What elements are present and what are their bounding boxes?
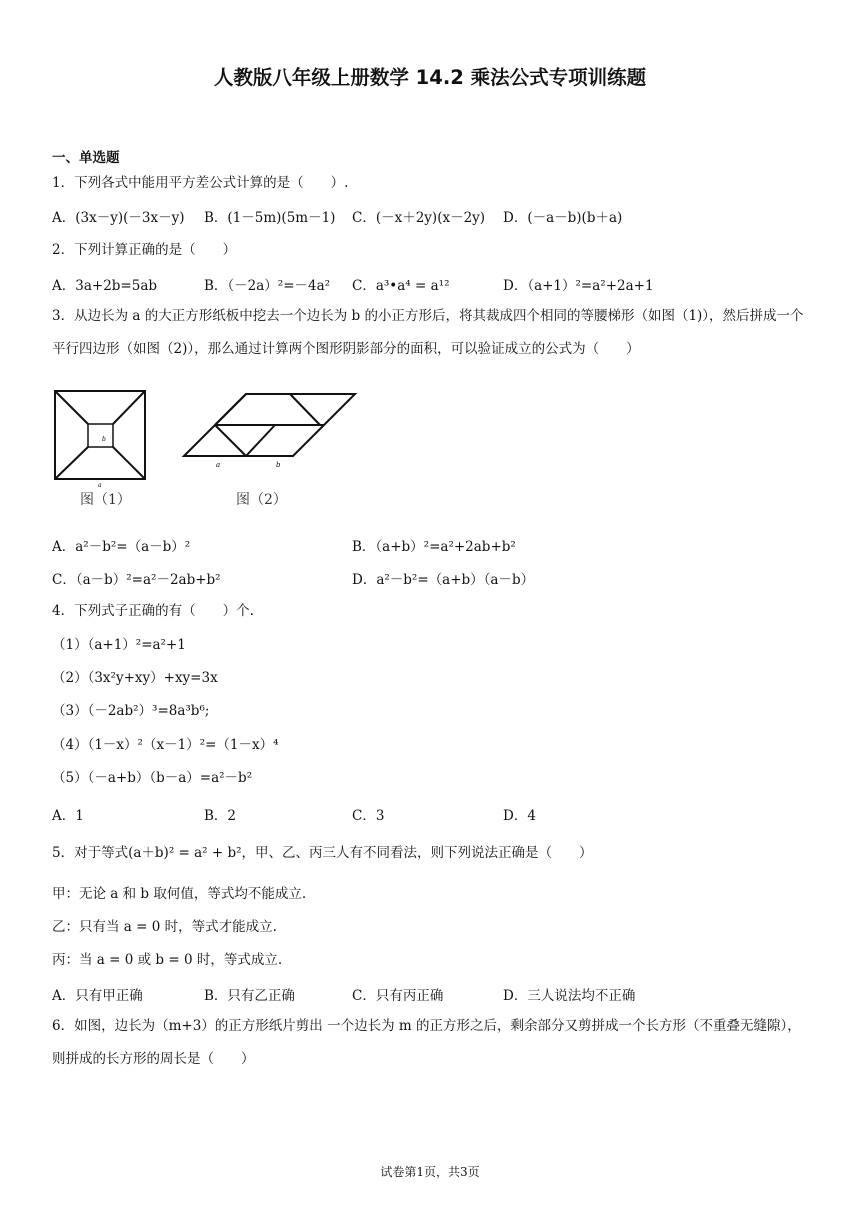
q3-figures (50, 386, 360, 514)
q4-option-c: C．3 (352, 808, 385, 824)
q1-option-d: D．(－a－b)(b＋a) (503, 210, 623, 226)
q4-item: （2）（3x²y+xy）+xy=3x (52, 670, 218, 686)
q4-option-a: A．1 (52, 808, 84, 824)
q2-option-d: D．（a+1）²=a²+2a+1 (503, 278, 654, 294)
q3-option-a: A．a²－b²=（a－b）² (52, 539, 191, 555)
q1-stem: 1．下列各式中能用平方差公式计算的是（ ）. (52, 175, 349, 191)
figure-1-caption: 图（1） (80, 492, 131, 508)
q5-option-b: B．只有乙正确 (204, 988, 295, 1004)
figure-1-square-diagram (55, 391, 145, 479)
q5-statement-jia: 甲：无论 a 和 b 取何值，等式均不能成立. (52, 886, 307, 902)
q3-option-c: C．（a－b）²=a²－2ab+b² (52, 572, 221, 588)
q6-stem: 6．如图，边长为（m+3）的正方形纸片剪出 一个边长为 m 的正方形之后，剩余部分又剪拼成一个长方形（不重叠无缝隙），则拼成的长方形的周长是（ ） (52, 1018, 801, 1067)
q5-statement-yi: 乙：只有当 a = 0 时，等式才能成立. (52, 919, 277, 935)
q2-option-c: C．a³•a⁴ = a¹² (352, 278, 450, 294)
section-heading: 一、单选题 (52, 150, 120, 166)
q1-option-c: C．(－x＋2y)(x－2y) (352, 210, 486, 226)
q5-option-d: D．三人说法均不正确 (503, 988, 636, 1004)
figure-2-parallelogram-diagram (184, 394, 355, 456)
q4-item: （1）（a+1）²=a²+1 (52, 637, 186, 653)
q4-item: （3）（－2ab²）³=8a³b⁶; (52, 703, 210, 719)
q2-option-b: B．（－2a）²=－4a² (204, 278, 331, 294)
q4-option-b: B．2 (204, 808, 237, 824)
document-title: 人教版八年级上册数学 14.2 乘法公式专项训练题 (213, 66, 647, 89)
fig1-a-label: a (98, 482, 102, 489)
fig2-a-label: a (216, 461, 221, 469)
q5-option-c: C．只有丙正确 (352, 988, 444, 1004)
q4-option-d: D．4 (503, 808, 536, 824)
fig1-b-label: b (102, 436, 106, 443)
q5-stem: 5．对于等式(a＋b)² = a² + b²，甲、乙、丙三人有不同看法，则下列说法正确是（ ） (52, 845, 593, 861)
q1-option-a: A．(3x－y)(－3x－y) (52, 210, 185, 226)
q3-stem: 3．从边长为 a 的大正方形纸板中挖去一个边长为 b 的小正方形后，将其裁成四个相同的等腰梯形（如图（1)），然后拼成一个平行四边形（如图（2)），那么通过计算两个图形阴影部分的面积，可以验证成立的公式为（ ） (52, 308, 804, 357)
q2-option-a: A．3a+2b=5ab (52, 278, 158, 294)
q3-option-d: D．a²－b²=（a+b）（a－b） (352, 572, 535, 588)
q5-option-a: A．只有甲正确 (52, 988, 143, 1004)
page-footer: 试卷第1页，共3页 (380, 1165, 480, 1179)
q3-option-b: B．（a+b）²=a²+2ab+b² (352, 539, 516, 555)
fig2-b-label: b (276, 461, 281, 469)
q5-statement-bing: 丙：当 a = 0 或 b = 0 时，等式成立. (52, 952, 283, 968)
q4-stem: 4．下列式子正确的有（ ）个. (52, 603, 254, 619)
figure-2-caption: 图（2） (236, 492, 287, 508)
q4-item: （4）（1－x）²（x－1）²=（1－x）⁴ (52, 737, 279, 753)
q1-option-b: B．(1－5m)(5m－1) (204, 210, 336, 226)
q2-stem: 2．下列计算正确的是（ ） (52, 242, 237, 258)
q4-item: （5）（－a+b）（b－a）=a²－b² (52, 770, 253, 786)
